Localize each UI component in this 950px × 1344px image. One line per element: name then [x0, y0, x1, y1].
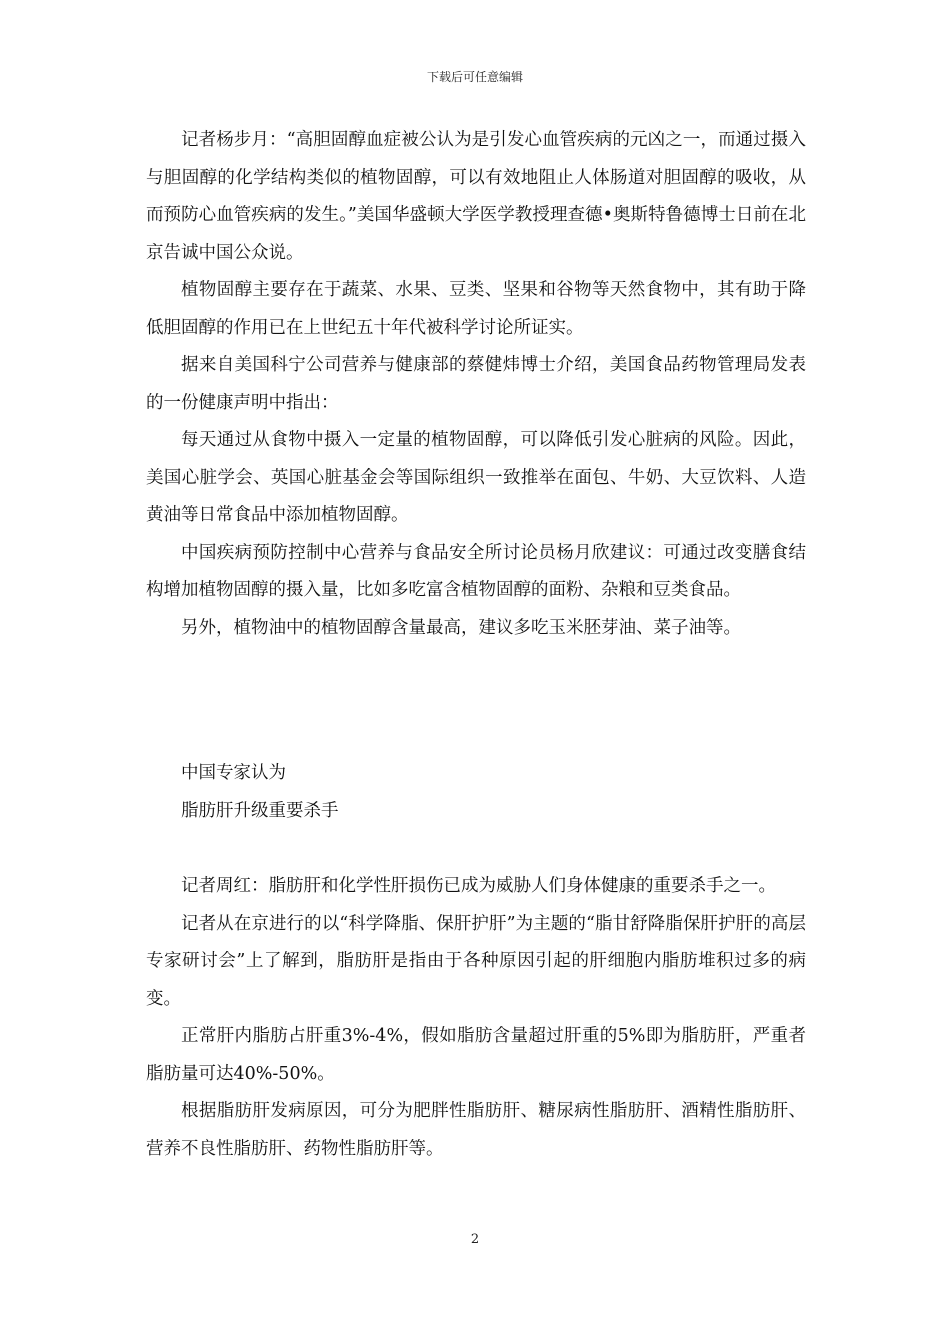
article-section-plant-sterol	[146, 122, 806, 647]
page-header: 下载后可任意编辑	[426, 70, 523, 84]
heading-line-1: 中国专家认为	[181, 763, 286, 783]
paragraph: 植物固醇主要存在于蔬菜、水果、豆类、坚果和谷物等天然食物中，其有助于降低胆固醇的作用已在上世纪五十年代被科学讨论所证实。	[146, 280, 806, 338]
paragraph: 另外，植物油中的植物固醇含量最高，建议多吃玉米胚芽油、菜子油等。	[181, 617, 741, 638]
paragraph: 记者杨步月：“高胆固醇血症被公认为是引发心血管疾病的元凶之一，而通过摄入与胆固醇的化学结构类似的植物固醇，可以有效地阻止人体肠道对胆固醇的吸收，从而预防心血管疾病的发生。”美国华盛顿大学医学教授理查德•奥斯特鲁德博士日前在北京告诚中国公众说。	[146, 130, 806, 263]
paragraph: 记者从在京进行的以“科学降脂、保肝护肝”为主题的“脂甘舒降脂保肝护肝的高层专家研讨会”上了解到，脂肪肝是指由于各种原因引起的肝细胞内脂肪堆积过多的病变。	[146, 913, 806, 1009]
article-section-fatty-liver	[146, 868, 806, 1168]
paragraph: 每天通过从食物中摄入一定量的植物固醇，可以降低引发心脏病的风险。因此，美国心脏学会、英国心脏基金会等国际组织一致推举在面包、牛奶、大豆饮料、人造黄油等日常食品中添加植物固醇。	[146, 430, 806, 525]
paragraph: 据来自美国科宁公司营养与健康部的蔡健炜博士介绍，美国食品药物管理局发表的一份健康声明中指出：	[146, 355, 806, 413]
paragraph: 记者周红：脂肪肝和化学性肝损伤已成为威胁人们身体健康的重要杀手之一。	[181, 876, 776, 896]
paragraph: 中国疾病预防控制中心营养与食品安全所讨论员杨月欣建议：可通过改变膳食结构增加植物固醇的摄入量，比如多吃富含植物固醇的面粉、杂粮和豆类食品。	[146, 542, 806, 600]
article-heading	[146, 755, 806, 830]
paragraph: 根据脂肪肝发病原因，可分为肥胖性脂肪肝、糖尿病性脂肪肝、酒精性脂肪肝、营养不良性脂肪肝、药物性脂肪肝等。	[146, 1101, 806, 1159]
heading-line-2: 脂肪肝升级重要杀手	[181, 800, 339, 821]
page-number: 2	[470, 1232, 480, 1247]
paragraph: 正常肝内脂肪占肝重3%-4%，假如脂肪含量超过肝重的5%即为脂肪肝，严重者脂肪量可达40%-50%。	[146, 1026, 806, 1084]
